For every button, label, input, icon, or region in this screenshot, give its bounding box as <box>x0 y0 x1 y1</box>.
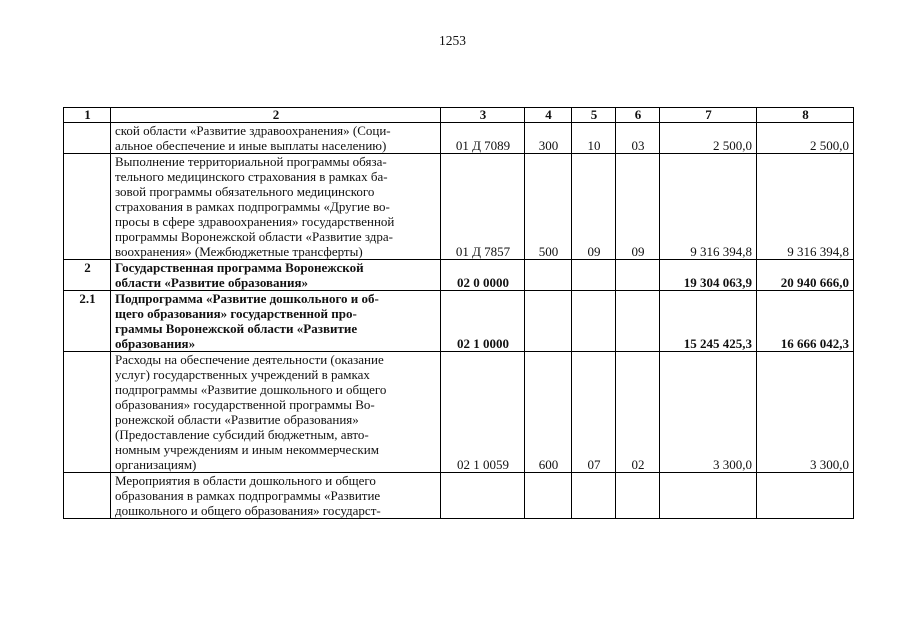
subsection-code: 09 <box>616 154 660 260</box>
description-line: Мероприятия в области дошкольного и общего <box>115 473 376 488</box>
table-row <box>64 291 854 352</box>
subsection-code <box>616 291 660 352</box>
budget-code: 02 0 0000 <box>441 260 525 291</box>
amount-col8: 9 316 394,8 <box>757 154 854 260</box>
amount-col8: 3 300,0 <box>757 352 854 473</box>
description-line: подпрограммы «Развитие дошкольного и общего <box>115 382 387 397</box>
row-description <box>111 154 441 260</box>
description-line: ской области «Развитие здравоохранения» (Соци- <box>115 123 391 138</box>
budget-code: 02 1 0059 <box>441 352 525 473</box>
amount-col8: 16 666 042,3 <box>757 291 854 352</box>
column-header: 3 <box>441 108 525 123</box>
expense-type: 600 <box>525 352 572 473</box>
description-line: услуг) государственных учреждений в рамках <box>115 367 370 382</box>
budget-code: 01 Д 7089 <box>441 123 525 154</box>
description-line: зовой программы обязательного медицинского <box>115 184 375 199</box>
expense-type <box>525 473 572 519</box>
amount-col7 <box>660 473 757 519</box>
amount-col8 <box>757 473 854 519</box>
section-code <box>572 260 616 291</box>
amount-col7: 3 300,0 <box>660 352 757 473</box>
description-line: Расходы на обеспечение деятельности (оказание <box>115 352 384 367</box>
row-index: 2.1 <box>64 291 111 352</box>
description-line: граммы Воронежской области «Развитие <box>115 321 358 336</box>
section-code: 09 <box>572 154 616 260</box>
table-row <box>64 352 854 473</box>
description-line: образования в рамках подпрограммы «Развитие <box>115 488 381 503</box>
row-index <box>64 123 111 154</box>
subsection-code <box>616 260 660 291</box>
expense-type <box>525 260 572 291</box>
row-description <box>111 260 441 291</box>
expense-type: 500 <box>525 154 572 260</box>
budget-code: 01 Д 7857 <box>441 154 525 260</box>
amount-col7: 9 316 394,8 <box>660 154 757 260</box>
subsection-code: 02 <box>616 352 660 473</box>
column-header: 8 <box>757 108 854 123</box>
description-line: Подпрограмма «Развитие дошкольного и об- <box>115 291 379 306</box>
description-line: воохранения» (Межбюджетные трансферты) <box>115 244 363 259</box>
column-header: 4 <box>525 108 572 123</box>
table-row <box>64 154 854 260</box>
section-code: 10 <box>572 123 616 154</box>
row-description <box>111 123 441 154</box>
subsection-code <box>616 473 660 519</box>
column-header: 1 <box>64 108 111 123</box>
section-code <box>572 291 616 352</box>
description-line: организациям) <box>115 457 197 472</box>
amount-col8: 2 500,0 <box>757 123 854 154</box>
description-line: области «Развитие образования» <box>115 275 309 290</box>
expense-type: 300 <box>525 123 572 154</box>
amount-col7: 19 304 063,9 <box>660 260 757 291</box>
section-code <box>572 473 616 519</box>
description-line: страхования в рамках подпрограммы «Другие во- <box>115 199 390 214</box>
column-header: 5 <box>572 108 616 123</box>
description-line: (Предоставление субсидий бюджетным, авто- <box>115 427 369 442</box>
description-line: образования» государственной программы Во- <box>115 397 375 412</box>
row-description <box>111 352 441 473</box>
description-line: просы в сфере здравоохранения» государственной <box>115 214 395 229</box>
amount-col7: 15 245 425,3 <box>660 291 757 352</box>
table-header-row <box>64 108 854 123</box>
table-row <box>64 260 854 291</box>
budget-table <box>63 107 854 519</box>
amount-col7: 2 500,0 <box>660 123 757 154</box>
description-line: щего образования» государственной про- <box>115 306 357 321</box>
description-line: образования» <box>115 336 196 351</box>
page-number: 1253 <box>439 33 466 48</box>
row-index <box>64 473 111 519</box>
column-header: 7 <box>660 108 757 123</box>
table-row <box>64 123 854 154</box>
subsection-code: 03 <box>616 123 660 154</box>
description-line: номным учреждениям и иным некоммерческим <box>115 442 379 457</box>
section-code: 07 <box>572 352 616 473</box>
column-header: 6 <box>616 108 660 123</box>
row-description <box>111 291 441 352</box>
amount-col8: 20 940 666,0 <box>757 260 854 291</box>
row-index: 2 <box>64 260 111 291</box>
row-description <box>111 473 441 519</box>
description-line: Выполнение территориальной программы обяза- <box>115 154 387 169</box>
description-line: программы Воронежской области «Развитие здра- <box>115 229 393 244</box>
description-line: Государственная программа Воронежской <box>115 260 364 275</box>
description-line: альное обеспечение и иные выплаты населению) <box>115 138 387 153</box>
description-line: ронежской области «Развитие образования» <box>115 412 359 427</box>
row-index <box>64 352 111 473</box>
row-index <box>64 154 111 260</box>
expense-type <box>525 291 572 352</box>
column-header: 2 <box>111 108 441 123</box>
description-line: дошкольного и общего образования» государст- <box>115 503 381 518</box>
budget-code <box>441 473 525 519</box>
budget-code: 02 1 0000 <box>441 291 525 352</box>
description-line: тельного медицинского страхования в рамках ба- <box>115 169 388 184</box>
table-row <box>64 473 854 519</box>
